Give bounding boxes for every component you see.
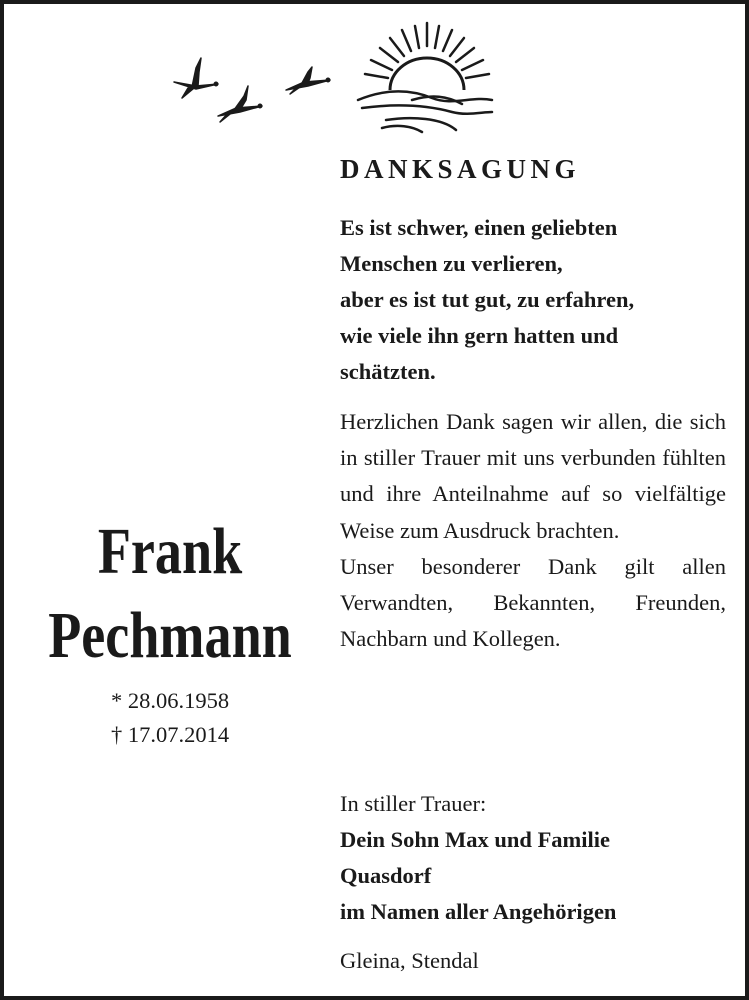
deceased-first-name: Frank [97, 515, 243, 588]
mourner-line: Dein Sohn Max und Familie [340, 827, 611, 852]
deceased-last-name: Pechmann [48, 599, 292, 672]
place-name: Gleina, Stendal [340, 948, 479, 973]
sunset-hills-icon [352, 20, 502, 138]
verse-line: wie viele ihn gern hatten und [340, 323, 619, 348]
thanks-text [340, 404, 726, 657]
notice-heading: DANKSAGUNG [340, 154, 581, 184]
birth-date: * 28.06.1958 [110, 688, 230, 713]
verse-line: schätzten. [340, 359, 436, 384]
closing-intro: In stiller Trauer: [340, 791, 487, 816]
closing-signature [340, 786, 616, 930]
death-date: † 17.07.2014 [110, 722, 230, 747]
thanks-paragraph: Unser besonderer Dank gilt allen Verwandten, Bekannten, Freunden, Nachbarn und Kollegen. [340, 553, 726, 652]
verse-line: Es ist schwer, einen geliebten [340, 215, 618, 240]
verse-line: aber es ist tut gut, zu erfahren, [340, 287, 635, 312]
mourner-line: im Namen aller Angehörigen [340, 899, 617, 924]
verse-line: Menschen zu verlieren, [340, 251, 563, 276]
verse [340, 210, 740, 390]
mourner-line: Quasdorf [340, 863, 432, 888]
thanks-paragraph: Herzlichen Dank sagen wir allen, die sich in stiller Trauer mit uns verbunden fühlten und ihre Anteilnahme auf so vielfältige Weise zum Ausdruck brachten. [340, 409, 726, 543]
flying-birds-icon [170, 50, 340, 125]
